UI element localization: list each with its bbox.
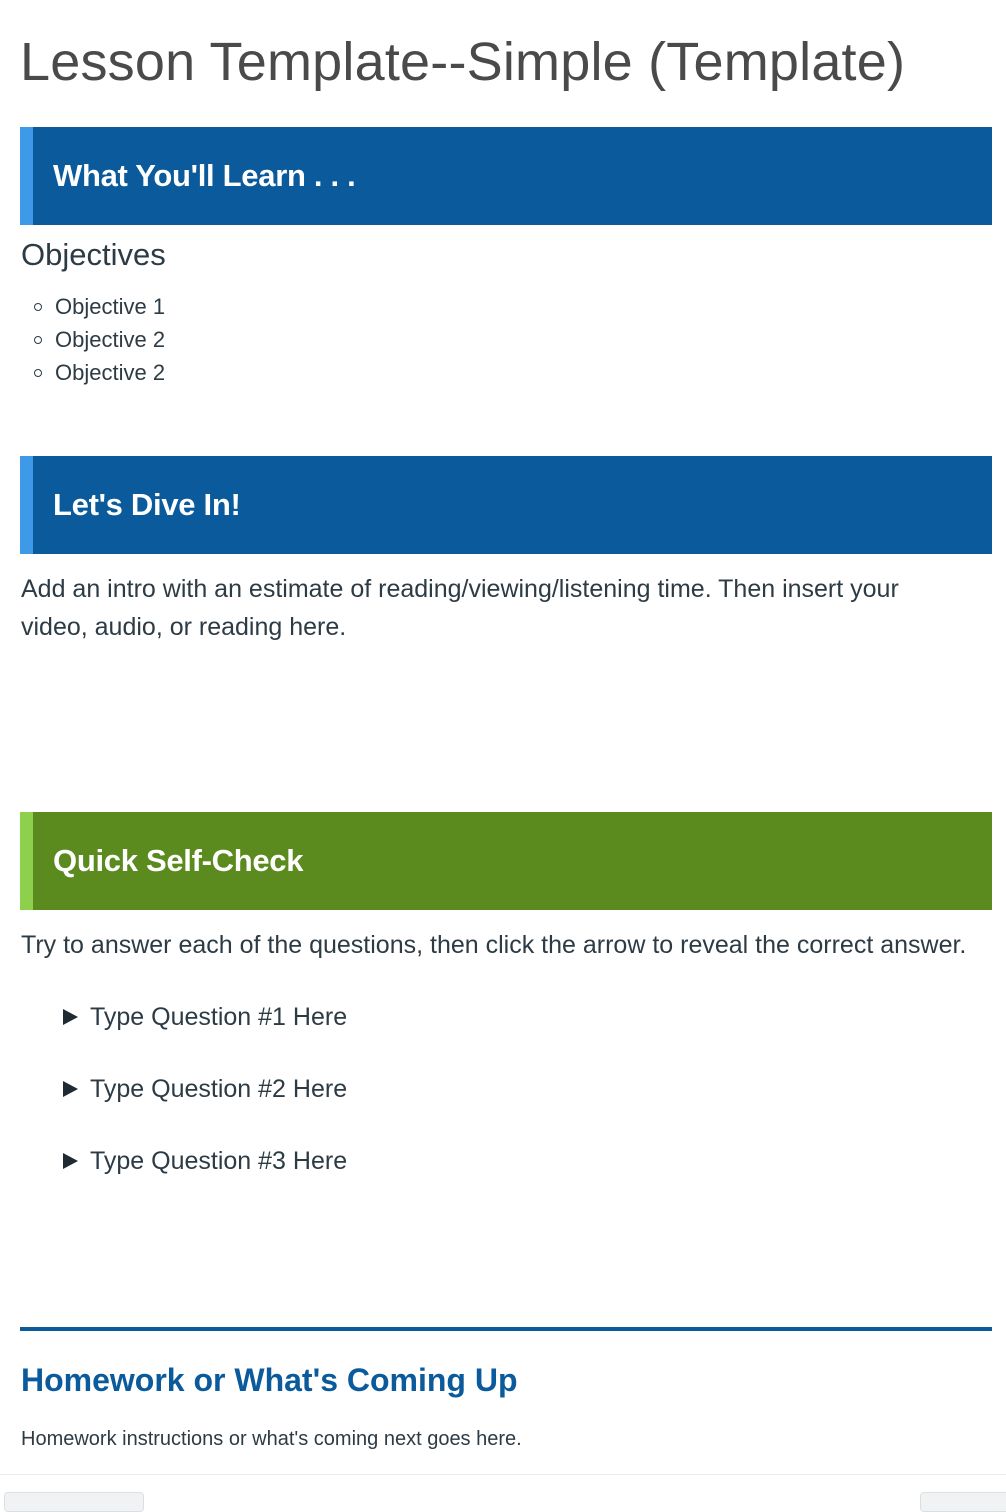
triangle-right-icon[interactable] bbox=[63, 1081, 78, 1097]
hollow-circle-bullet-icon bbox=[34, 369, 42, 377]
hollow-circle-bullet-icon bbox=[34, 303, 42, 311]
objective-item bbox=[0, 323, 165, 356]
banner-accent-bar bbox=[20, 456, 33, 554]
homework-heading: Homework or What's Coming Up bbox=[21, 1362, 518, 1398]
footer-divider bbox=[0, 1474, 1006, 1475]
learn-heading: What You'll Learn . . . bbox=[53, 158, 356, 193]
triangle-right-icon[interactable] bbox=[63, 1153, 78, 1169]
selfcheck-heading: Quick Self-Check bbox=[53, 843, 304, 878]
objectives-heading: Objectives bbox=[21, 237, 166, 272]
objective-text: Objective 1 bbox=[55, 294, 166, 319]
objectives-list bbox=[0, 290, 165, 389]
banner-accent-bar bbox=[20, 127, 33, 225]
banner-accent-bar bbox=[20, 812, 33, 910]
selfcheck-banner bbox=[20, 812, 992, 910]
dive-intro-line-1: Add an intro with an estimate of reading/viewing/listening time. Then insert your bbox=[21, 575, 899, 603]
next-button[interactable] bbox=[920, 1492, 1006, 1512]
objective-item bbox=[0, 290, 165, 323]
triangle-right-icon[interactable] bbox=[63, 1009, 78, 1025]
selfcheck-instructions: Try to answer each of the questions, then click the arrow to reveal the correct answer. bbox=[21, 931, 967, 959]
question-text[interactable]: Type Question #1 Here bbox=[90, 1003, 348, 1031]
dive-intro-text bbox=[21, 570, 899, 646]
objective-text: Objective 2 bbox=[55, 360, 166, 385]
homework-text: Homework instructions or what's coming next goes here. bbox=[21, 1428, 522, 1450]
page-title: Lesson Template--Simple (Template) bbox=[20, 32, 906, 92]
dive-heading: Let's Dive In! bbox=[53, 487, 241, 522]
dive-banner bbox=[20, 456, 992, 554]
section-divider bbox=[20, 1327, 992, 1331]
hollow-circle-bullet-icon bbox=[34, 336, 42, 344]
question-text[interactable]: Type Question #2 Here bbox=[90, 1075, 348, 1103]
objective-item bbox=[0, 356, 165, 389]
dive-intro-line-2: video, audio, or reading here. bbox=[21, 613, 347, 641]
learn-banner bbox=[20, 127, 992, 225]
objective-text: Objective 2 bbox=[55, 327, 166, 352]
previous-button[interactable] bbox=[4, 1492, 144, 1512]
question-text[interactable]: Type Question #3 Here bbox=[90, 1147, 348, 1175]
